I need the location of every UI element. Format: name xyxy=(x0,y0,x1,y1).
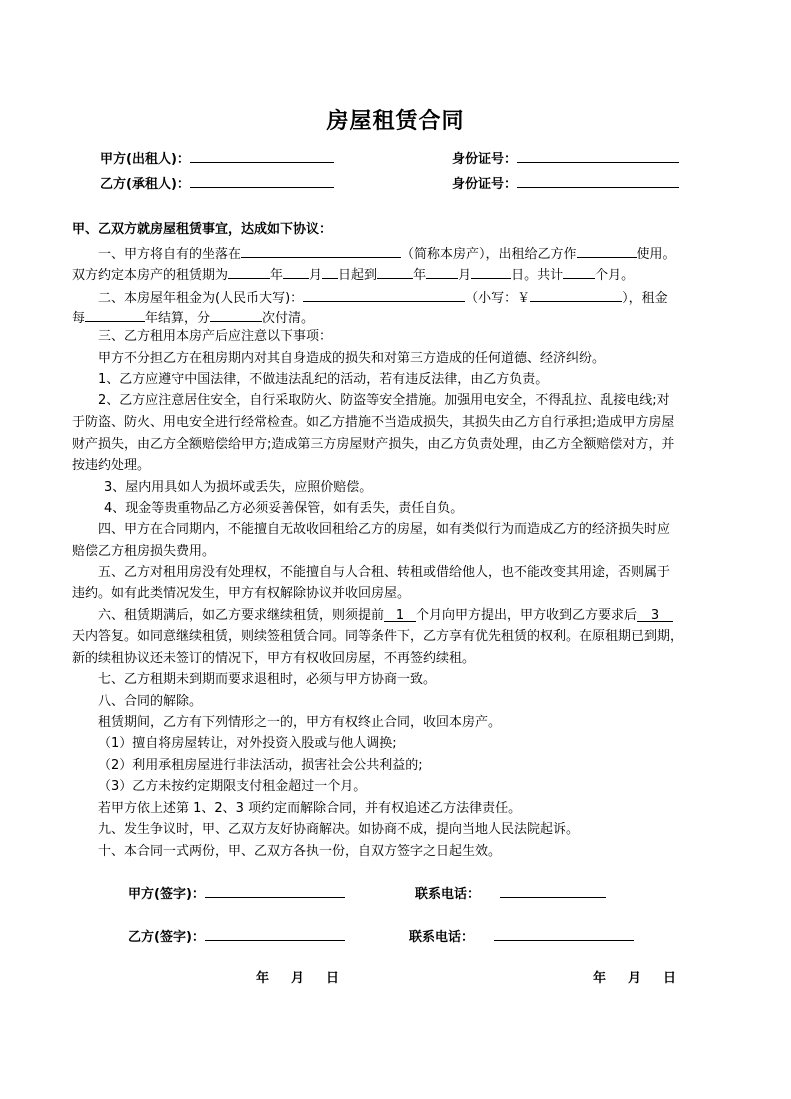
lessor-row xyxy=(100,148,334,169)
clause-8-item-3: （3）乙方未按约定期限支付租金超过一个月。 xyxy=(98,779,367,794)
lessee-date-year: 年 xyxy=(593,971,607,986)
reply-days-field[interactable]: 3 xyxy=(637,607,673,622)
property-location-field[interactable] xyxy=(241,243,401,258)
clause-3-item-2-line-2: 于防盗、防火、用电安全进行经常检查。如乙方措施不当造成损失，其损失由乙方自行承担;造成甲方房屋 xyxy=(72,415,675,430)
clause-3-item-2-line-3: 财产损失，由乙方全额赔偿给甲方;造成第三方房屋财产损失，由乙方负责处理，由乙方全额赔偿对方，并 xyxy=(72,437,675,452)
payment-count-field[interactable] xyxy=(210,307,262,322)
clause-1-text-f: 月 xyxy=(309,268,323,283)
lessee-phone-row xyxy=(409,926,634,947)
clause-1-text-i: 月 xyxy=(458,268,472,283)
clause-5-line-2: 违约。如有此类情况发生，甲方有权解除协议并收回房屋。 xyxy=(72,586,411,601)
clause-1-text-c: 使用。 xyxy=(636,247,676,262)
lessee-id-label: 身份证号： xyxy=(452,177,518,192)
lessor-id-label: 身份证号： xyxy=(452,152,518,167)
clause-7: 七、乙方租期未到期而要求退租时，必须与甲方协商一致。 xyxy=(98,672,437,687)
agreement-intro: 甲、乙双方就房屋租赁事宜，达成如下协议： xyxy=(72,222,333,237)
rent-lowercase-field[interactable] xyxy=(530,287,622,302)
clause-6-line-3: 新的续租协议还未签订的情况下，甲方有权收回房屋，不再签约续租。 xyxy=(72,651,476,666)
lessor-signature-label: 甲方(签字)： xyxy=(128,887,205,902)
clause-1-text-b: （简称本房产），出租给乙方作 xyxy=(401,247,577,262)
clause-3-item-4: 4、现金等贵重物品乙方必须妥善保管，如有丢失，责任自负。 xyxy=(104,501,464,516)
lessor-id-row xyxy=(452,148,679,169)
settlement-years-field[interactable] xyxy=(85,307,145,322)
notice-months-field[interactable]: 1 xyxy=(384,607,416,622)
lessor-name-field[interactable] xyxy=(190,148,334,163)
lessee-date xyxy=(593,967,698,986)
end-day-field[interactable] xyxy=(471,264,511,279)
lessee-id-row xyxy=(452,173,679,194)
clause-1-text-h: 年 xyxy=(413,268,427,283)
lessor-phone-row xyxy=(415,883,606,904)
end-month-field[interactable] xyxy=(426,264,458,279)
lessee-name-field[interactable] xyxy=(190,173,334,188)
start-year-field[interactable] xyxy=(228,264,270,279)
lessor-signature-field[interactable] xyxy=(205,883,345,898)
clause-8-heading: 八、合同的解除。 xyxy=(98,694,203,709)
lessor-date-day: 日 xyxy=(326,971,340,986)
clause-3-item-2-line-4: 按违约处理。 xyxy=(72,458,151,473)
lessee-signature-label: 乙方(签字)： xyxy=(128,930,205,945)
clause-1-line-1 xyxy=(98,243,676,264)
clause-2-text-d: 每 xyxy=(72,311,86,326)
clause-4-line-1: 四、甲方在合同期内，不能擅自无故收回租给乙方的房屋，如有类似行为而造成乙方的经济损失时应 xyxy=(98,522,671,537)
clause-1-text-g: 日起到 xyxy=(338,268,378,283)
clause-2-text-c: ），租金 xyxy=(622,291,668,306)
clause-5-line-1: 五、乙方对租用房没有处理权，不能擅自与人合租、转租或借给他人，也不能改变其用途，否则属于 xyxy=(98,565,671,580)
start-month-field[interactable] xyxy=(283,264,309,279)
clause-4-line-2: 赔偿乙方租房损失费用。 xyxy=(72,544,216,559)
lessee-label: 乙方(承租人)： xyxy=(100,177,190,192)
lessor-label: 甲方(出租人)： xyxy=(100,152,190,167)
lessor-date-month: 月 xyxy=(291,971,305,986)
clause-1-text-e: 年 xyxy=(270,268,284,283)
lessor-id-field[interactable] xyxy=(517,148,679,163)
clause-2-text-a: 二、本房屋年租金为(人民币大写)： xyxy=(98,291,304,306)
clause-6-text-a: 六、租赁期满后，如乙方要求继续租赁，则须提前 xyxy=(98,608,385,623)
end-year-field[interactable] xyxy=(377,264,413,279)
lessor-date-year: 年 xyxy=(256,971,270,986)
clause-6-line-1 xyxy=(98,607,673,625)
clause-3-heading: 三、乙方租用本房产后应注意以下事项： xyxy=(98,329,333,344)
clause-3-preamble: 甲方不分担乙方在租房期内对其自身造成的损失和对第三方造成的任何道德、经济纠纷。 xyxy=(98,351,606,366)
clause-1-text-d: 双方约定本房产的租赁期为 xyxy=(72,268,229,283)
lessee-id-field[interactable] xyxy=(517,173,679,188)
clause-2-line-1 xyxy=(98,287,668,308)
clause-1-text-a: 一、甲方将自有的坐落在 xyxy=(98,247,242,262)
lessor-date xyxy=(256,967,361,986)
clause-8-note: 若甲方依上述第 1、2、3 项约定而解除合同，并有权追述乙方法律责任。 xyxy=(98,801,522,816)
clause-3-item-3: 3、屋内用具如人为损坏或丢失，应照价赔偿。 xyxy=(104,480,373,495)
clause-2-text-b: （小写：￥ xyxy=(465,291,531,306)
clause-8-preamble: 租赁期间，乙方有下列情形之一的，甲方有权终止合同，收回本房产。 xyxy=(98,715,502,730)
clause-8-item-1: （1）擅自将房屋转让，对外投资入股或与他人调换; xyxy=(98,736,397,751)
clause-2-line-2 xyxy=(72,307,314,328)
lessee-date-month: 月 xyxy=(628,971,642,986)
lessee-phone-field[interactable] xyxy=(494,926,634,941)
document-title: 房屋租赁合同 xyxy=(326,109,465,134)
clause-1-text-j: 日。共计 xyxy=(511,268,564,283)
clause-8-item-2: （2）利用承租房屋进行非法活动，损害社会公共利益的; xyxy=(98,758,423,773)
clause-3-item-1: 1、乙方应遵守中国法律，不做违法乱纪的活动，若有违反法律，由乙方负责。 xyxy=(98,372,549,387)
lessor-phone-field[interactable] xyxy=(500,883,606,898)
lessor-phone-label: 联系电话： xyxy=(415,887,481,902)
lessee-date-day: 日 xyxy=(663,971,677,986)
clause-2-text-f: 次付清。 xyxy=(262,311,315,326)
clause-1-text-k: 个月。 xyxy=(595,268,635,283)
clause-1-line-2 xyxy=(72,264,634,285)
lessee-signature-field[interactable] xyxy=(205,926,345,941)
clause-10: 十、本合同一式两份，甲、乙双方各执一份，自双方签字之日起生效。 xyxy=(98,844,502,859)
clause-6-text-b: 个月向甲方提出，甲方收到乙方要求后 xyxy=(416,608,638,623)
total-months-field[interactable] xyxy=(563,264,595,279)
lessee-signature-row xyxy=(128,926,345,947)
lessee-phone-label: 联系电话： xyxy=(409,930,475,945)
start-day-field[interactable] xyxy=(322,264,338,279)
clause-3-item-2-line-1: 2、乙方应注意居住安全，自行采取防火、防盗等安全措施。加强用电安全，不得乱拉、乱接电线;对 xyxy=(98,393,670,408)
lessee-row xyxy=(100,173,334,194)
clause-2-text-e: 年结算，分 xyxy=(145,311,211,326)
lessor-signature-row xyxy=(128,883,345,904)
property-usage-field[interactable] xyxy=(577,243,637,258)
clause-6-line-2: 天内答复。如同意继续租赁，则续签租赁合同。同等条件下，乙方享有优先租赁的权利。在原租期已到期， xyxy=(72,629,684,644)
clause-9: 九、发生争议时，甲、乙双方友好协商解决。如协商不成，提向当地人民法院起诉。 xyxy=(98,822,580,837)
rent-uppercase-field[interactable] xyxy=(303,287,465,302)
